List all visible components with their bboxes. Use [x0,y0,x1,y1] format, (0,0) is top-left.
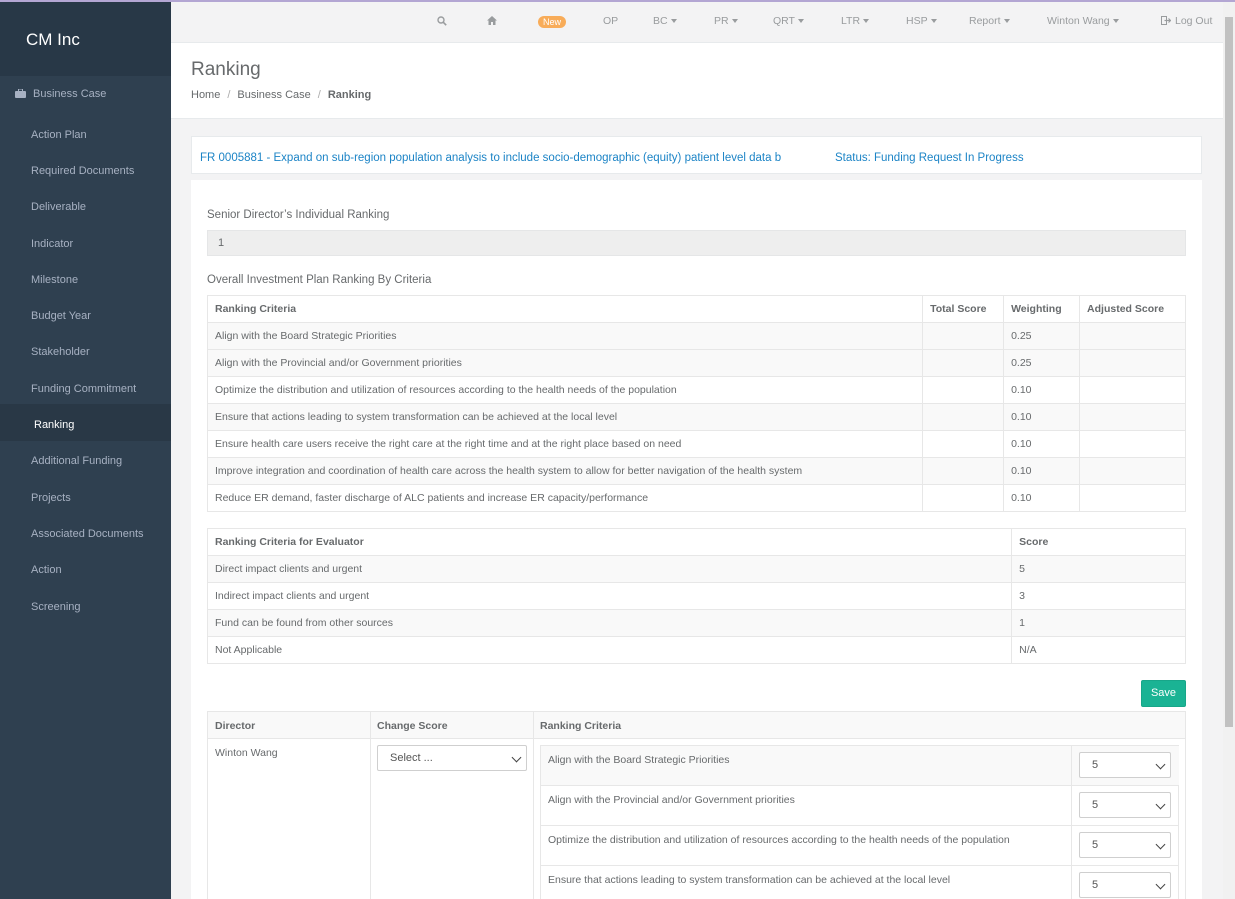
table-row [208,404,1186,431]
breadcrumb-business-case[interactable]: Business Case [237,89,311,101]
caret-down-icon [931,19,937,23]
overall-ranking-table [207,295,1186,512]
breadcrumb-current: Ranking [327,89,372,101]
weighting-cell: 0.25 [1004,350,1080,377]
nav-op[interactable]: OP [603,15,619,27]
criteria-cell: Align with the Board Strategic Priorities [208,323,923,350]
adjusted-score-cell [1080,377,1186,404]
weighting-cell: 0.10 [1004,377,1080,404]
score-cell: N/A [1012,637,1186,664]
criteria-cell: Optimize the distribution and utilization of resources according to the health needs of the population [208,377,923,404]
column-header: Ranking Criteria for Evaluator [208,529,1012,556]
column-header: Change Score [377,720,448,732]
criteria-cell: Improve integration and coordination of health care across the health system to allow for better navigation of the health system [208,458,923,485]
overall-ranking-label: Overall Investment Plan Ranking By Criteria [207,274,432,286]
table-row [208,583,1186,610]
column-header: Total Score [923,296,1004,323]
criteria-cell: Ensure health care users receive the right care at the right time and at the right place based on need [208,431,923,458]
column-header: Ranking Criteria [208,296,923,323]
nav-bc-label: BC [653,15,668,27]
table-row [208,350,1186,377]
sidebar-item-milestone[interactable]: Milestone [31,273,79,286]
criteria-cell: Align with the Provincial and/or Government priorities [208,350,923,377]
criteria-label: Align with the Provincial and/or Government priorities [548,794,795,806]
sign-out-icon [1161,16,1171,25]
table-header-row [208,712,1186,739]
total-score-cell [923,350,1004,377]
adjusted-score-cell [1080,323,1186,350]
adjusted-score-cell [1080,404,1186,431]
criteria-score-select[interactable] [1079,792,1171,818]
table-row [208,323,1186,350]
criteria-label: Ensure that actions leading to system transformation can be achieved at the local level [548,874,951,886]
weighting-cell: 0.10 [1004,404,1080,431]
score-cell: 1 [1012,610,1186,637]
nav-user-label: Winton Wang [1047,15,1110,27]
column-header: Weighting [1004,296,1080,323]
individual-ranking-label: Senior Director’s Individual Ranking [207,209,390,221]
table-row [208,485,1186,512]
nav-user-dropdown[interactable] [1047,15,1119,27]
sidebar-section-business-case[interactable] [0,76,171,114]
caret-down-icon [863,19,869,23]
total-score-cell [923,323,1004,350]
adjusted-score-cell [1080,350,1186,377]
criteria-cell: Indirect impact clients and urgent [208,583,1012,610]
ranking-card [191,180,1202,899]
adjusted-score-cell [1080,485,1186,512]
vertical-scrollbar[interactable] [1223,2,1235,899]
chevron-down-icon [1156,800,1166,810]
page-heading [171,43,1223,119]
nav-ltr-label: LTR [841,15,861,27]
weighting-cell: 0.10 [1004,485,1080,512]
logout-label: Log Out [1175,15,1213,27]
weighting-cell: 0.10 [1004,458,1080,485]
evaluator-criteria-table [207,528,1186,664]
table-row [208,637,1186,664]
nav-qrt-label: QRT [773,15,795,27]
funding-request-bar [191,136,1202,174]
breadcrumb-home[interactable]: Home [191,89,221,101]
column-header: Score [1012,529,1186,556]
briefcase-icon [15,89,26,98]
nav-ltr-dropdown[interactable] [841,15,869,27]
breadcrumb: Home / Business Case / Ranking [191,89,372,101]
sidebar-item-budget-year[interactable]: Budget Year [31,310,91,323]
sidebar-item-additional-funding[interactable]: Additional Funding [31,455,123,468]
sidebar-item-deliverable[interactable]: Deliverable [31,201,87,214]
adjusted-score-cell [1080,458,1186,485]
director-ranking-table [207,711,1186,899]
home-icon[interactable] [487,16,497,25]
criteria-score-value: 5 [1092,759,1099,771]
table-row [208,610,1186,637]
chevron-down-icon [1156,840,1166,850]
sidebar-item-indicator[interactable]: Indicator [31,237,74,250]
total-score-cell [923,458,1004,485]
table-header-row [208,529,1186,556]
caret-down-icon [1004,19,1010,23]
sidebar-item-action-plan[interactable]: Action Plan [31,128,87,141]
criteria-score-value: 5 [1092,799,1099,811]
total-score-cell [923,431,1004,458]
weighting-cell: 0.10 [1004,431,1080,458]
funding-request-title[interactable]: FR 0005881 - Expand on sub-region population analysis to include socio-demographic (equity) patient level data b [200,152,782,164]
adjusted-score-cell [1080,431,1186,458]
total-score-cell [923,485,1004,512]
change-score-select[interactable] [377,745,527,771]
save-button[interactable]: Save [1141,680,1186,707]
list-item [541,866,1179,899]
sidebar-item-funding-commitment[interactable]: Funding Commitment [31,382,137,395]
criteria-score-value: 5 [1092,879,1099,891]
criteria-cell: Not Applicable [208,637,1012,664]
list-item [541,746,1179,786]
page-title: Ranking [191,59,261,80]
score-cell: 5 [1012,556,1186,583]
sidebar-item-action[interactable]: Action [31,564,62,577]
list-item [541,826,1179,866]
sidebar [0,0,171,899]
nav-report-dropdown[interactable] [969,15,1010,27]
total-score-cell [923,404,1004,431]
change-score-value: Select ... [390,752,433,764]
criteria-cell: Reduce ER demand, faster discharge of ALC patients and increase ER capacity/performance [208,485,923,512]
nav-hsp-label: HSP [906,15,928,27]
individual-ranking-field: 1 [207,230,1186,256]
weighting-cell: 0.25 [1004,323,1080,350]
chevron-down-icon [512,753,522,763]
brand-logo[interactable]: CM Inc [0,0,171,76]
nav-pr-label: PR [714,15,729,27]
top-accent-line [0,0,1235,2]
nav-report-label: Report [969,15,1001,27]
criteria-cell: Direct impact clients and urgent [208,556,1012,583]
nav-qrt-dropdown[interactable] [773,15,804,27]
new-badge[interactable]: New [538,16,566,28]
criteria-cell: Fund can be found from other sources [208,610,1012,637]
criteria-score-value: 5 [1092,839,1099,851]
nav-bc-dropdown[interactable] [653,15,677,27]
score-cell: 3 [1012,583,1186,610]
total-score-cell [923,377,1004,404]
nav-pr-dropdown[interactable] [714,15,738,27]
sidebar-item-stakeholder[interactable]: Stakeholder [31,346,90,359]
table-row [208,556,1186,583]
nav-hsp-dropdown[interactable] [906,15,937,27]
table-row [208,431,1186,458]
sidebar-item-screening[interactable]: Screening [31,600,81,613]
sidebar-item-ranking[interactable]: Ranking [0,404,171,440]
logout-link[interactable] [1161,15,1212,27]
chevron-down-icon [1156,760,1166,770]
sidebar-item-required-documents[interactable]: Required Documents [31,164,135,177]
list-item [541,786,1179,826]
director-name: Winton Wang [215,747,278,759]
search-icon[interactable] [437,16,447,26]
top-navbar [171,2,1223,43]
criteria-score-select[interactable] [1079,752,1171,778]
table-row [208,458,1186,485]
table-header-row [208,296,1186,323]
sidebar-section-label: Business Case [33,88,107,100]
column-header: Director [215,720,256,732]
criteria-score-select[interactable] [1079,872,1171,898]
column-header: Ranking Criteria [540,720,622,732]
criteria-label: Align with the Board Strategic Priorities [548,754,730,766]
caret-down-icon [798,19,804,23]
criteria-score-select[interactable] [1079,832,1171,858]
funding-request-status: Status: Funding Request In Progress [835,152,1024,164]
chevron-down-icon [1156,880,1166,890]
sidebar-item-associated-documents[interactable]: Associated Documents [31,527,144,540]
criteria-label: Optimize the distribution and utilization of resources according to the health needs of the population [548,834,1010,846]
caret-down-icon [671,19,677,23]
column-header: Adjusted Score [1080,296,1186,323]
table-row [208,377,1186,404]
criteria-cell: Ensure that actions leading to system transformation can be achieved at the local level [208,404,923,431]
scrollbar-thumb[interactable] [1225,17,1233,727]
criteria-score-list [540,745,1179,899]
sidebar-item-projects[interactable]: Projects [31,491,71,504]
caret-down-icon [732,19,738,23]
caret-down-icon [1113,19,1119,23]
